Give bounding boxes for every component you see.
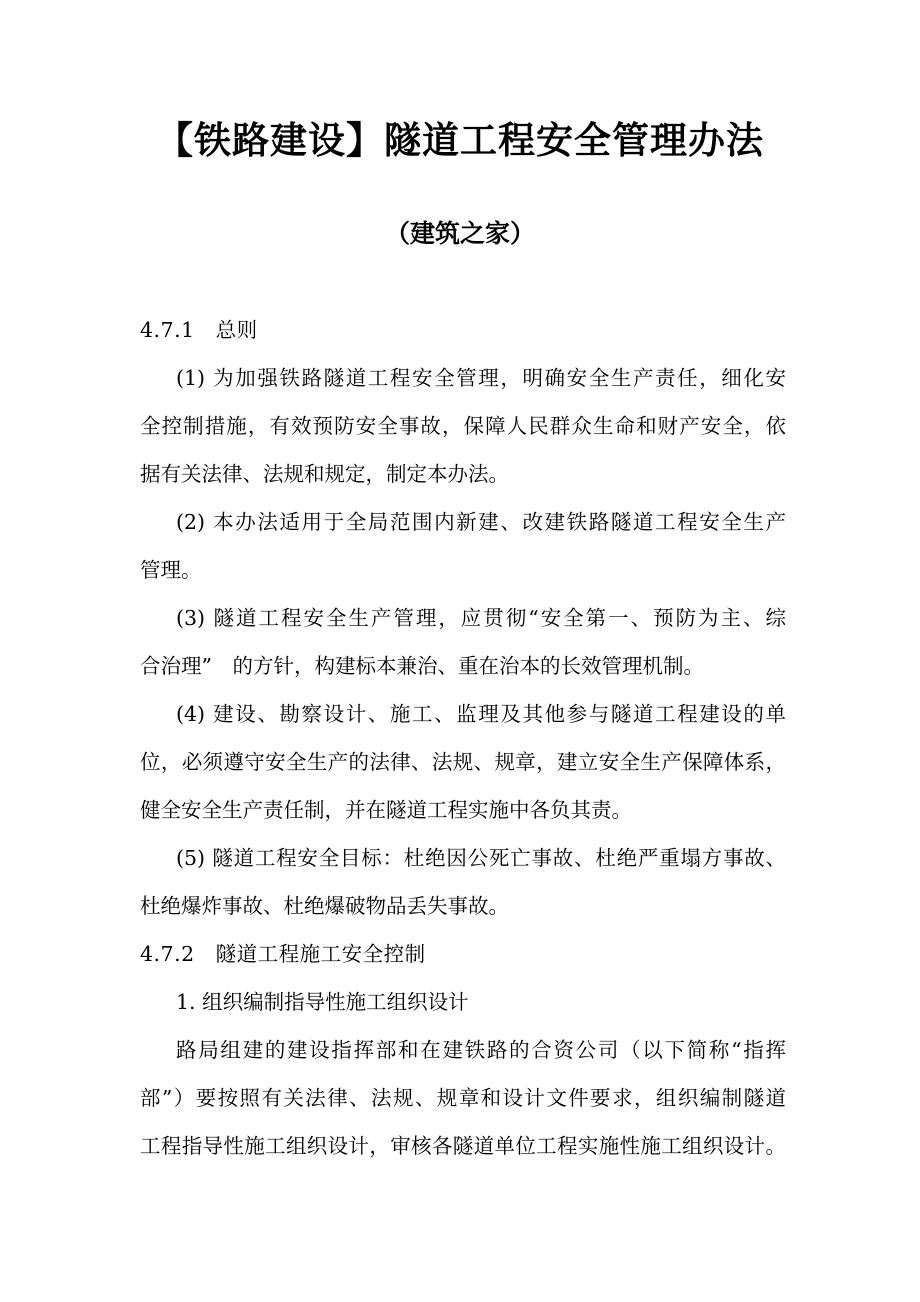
paragraph-line: 工程指导性施工组织设计，审核各隧道单位工程实施性施工组织设计。: [140, 1134, 786, 1158]
paragraph-line: (1) 为加强铁路隧道工程安全管理，明确安全生产责任，细化安: [176, 366, 786, 390]
document-body: [140, 306, 786, 1170]
paragraph-line: 健全安全生产责任制，并在隧道工程实施中各负其责。: [140, 798, 632, 822]
paragraph-line: 全控制措施，有效预防安全事故，保障人民群众生命和财产安全，依: [140, 414, 786, 438]
paragraph-line: 据有关法律、法规和规定，制定本办法。: [140, 462, 509, 486]
paragraph-line: 合治理” 的方针，构建标本兼治、重在治本的长效管理机制。: [140, 654, 704, 678]
paragraph-line: (2) 本办法适用于全局范围内新建、改建铁路隧道工程安全生产: [176, 510, 786, 534]
paragraph-line: (5) 隧道工程安全目标：杜绝因公死亡事故、杜绝严重塌方事故、: [176, 846, 786, 870]
paragraph-line: 管理。: [140, 558, 202, 582]
paragraph-line: 部”）要按照有关法律、法规、规章和设计文件要求，组织编制隧道: [140, 1086, 786, 1110]
paragraph-line: 杜绝爆炸事故、杜绝爆破物品丢失事故。: [140, 894, 509, 918]
paragraph-line: (4) 建设、勘察设计、施工、监理及其他参与隧道工程建设的单: [176, 702, 786, 726]
document-title: 【铁路建设】隧道工程安全管理办法: [156, 118, 764, 162]
paragraph-line: (3) 隧道工程安全生产管理，应贯彻“安全第一、预防为主、综: [176, 606, 786, 630]
section-heading: 4.7.2 隧道工程施工安全控制: [140, 942, 426, 966]
paragraph-line: 路局组建的建设指挥部和在建铁路的合资公司（以下简称“指挥: [176, 1038, 786, 1062]
document-subtitle: （建筑之家）: [384, 219, 535, 248]
section-heading: 4.7.1 总则: [140, 318, 258, 342]
paragraph-line: 1. 组织编制指导性施工组织设计: [176, 990, 469, 1014]
paragraph-line: 位，必须遵守安全生产的法律、法规、规章，建立安全生产保障体系，: [140, 750, 786, 774]
